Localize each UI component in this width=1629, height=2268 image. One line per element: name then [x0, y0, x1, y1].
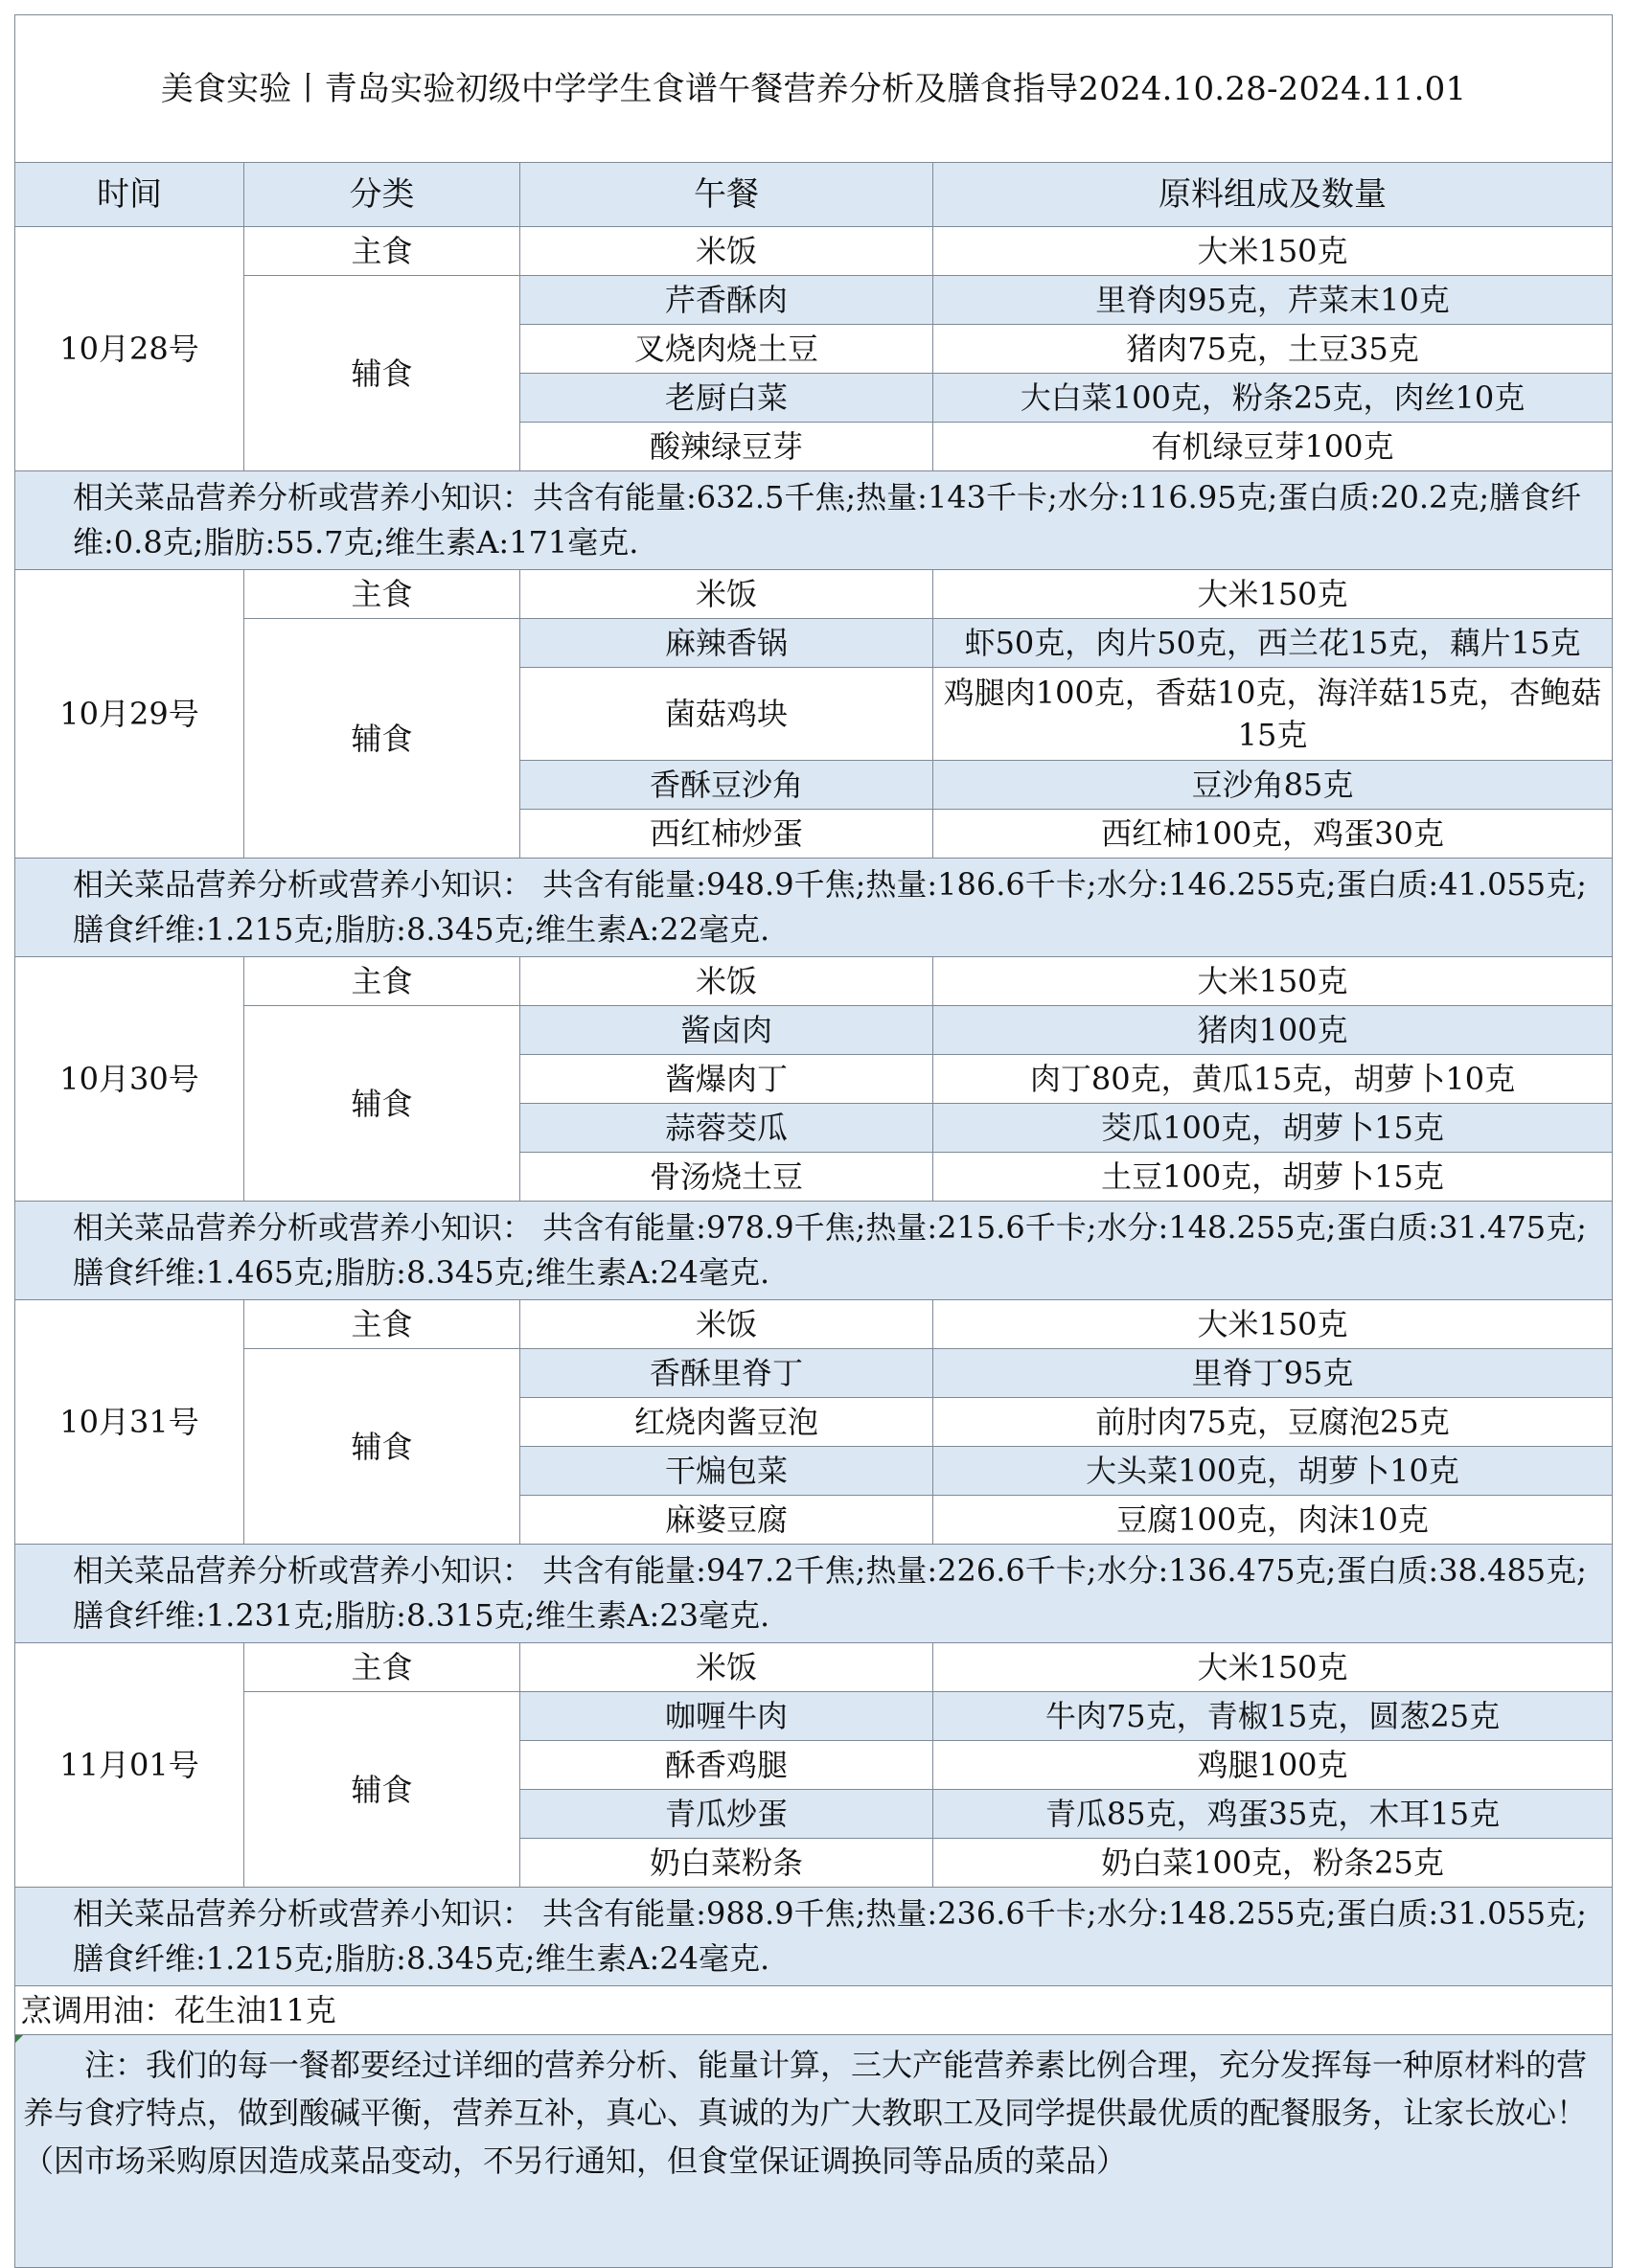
side-ingredients: 青瓜85克，鸡蛋35克，木耳15克 [933, 1790, 1613, 1839]
side-ingredients: 西红柿100克，鸡蛋30克 [933, 810, 1613, 859]
side-dish: 酥香鸡腿 [520, 1741, 933, 1790]
side-ingredients: 里脊丁95克 [933, 1349, 1613, 1398]
side-dish: 奶白菜粉条 [520, 1839, 933, 1888]
side-dish: 青瓜炒蛋 [520, 1790, 933, 1839]
side-ingredients: 猪肉75克，土豆35克 [933, 325, 1613, 374]
header-time: 时间 [15, 163, 244, 227]
side-ingredients: 肉丁80克，黄瓜15克，胡萝卜10克 [933, 1055, 1613, 1104]
staple-row [15, 570, 1613, 619]
side-category: 辅食 [244, 619, 520, 859]
side-dish-row [15, 619, 1613, 668]
cooking-oil-note: 烹调用油：花生油11克 [15, 1986, 1613, 2035]
side-category: 辅食 [244, 1006, 520, 1202]
day-date: 10月29号 [15, 570, 244, 859]
remark-text: 注：我们的每一餐都要经过详细的营养分析、能量计算，三大产能营养素比例合理，充分发挥每一种原材料的营养与食疗特点，做到酸碱平衡，营养互补，真心、真诚的为广大教职工及同学提供最优质的配餐服务，让家长放心！（因市场采购原因造成菜品变动，不另行通知，但食堂保证调换同等品质的菜品） [23, 2047, 1588, 2179]
nutrition-row [15, 1545, 1613, 1643]
side-ingredients: 奶白菜100克，粉条25克 [933, 1839, 1613, 1888]
side-dish: 菌菇鸡块 [520, 668, 933, 761]
side-dish-row [15, 276, 1613, 325]
side-dish: 红烧肉酱豆泡 [520, 1398, 933, 1447]
side-ingredients: 前肘肉75克，豆腐泡25克 [933, 1398, 1613, 1447]
staple-category: 主食 [244, 957, 520, 1006]
side-dish: 老厨白菜 [520, 374, 933, 423]
side-ingredients: 有机绿豆芽100克 [933, 423, 1613, 471]
menu-table [14, 14, 1613, 2268]
side-ingredients: 牛肉75克，青椒15克，圆葱25克 [933, 1692, 1613, 1741]
staple-dish: 米饭 [520, 227, 933, 276]
side-dish: 麻辣香锅 [520, 619, 933, 668]
nutrition-row [15, 859, 1613, 957]
staple-row [15, 1643, 1613, 1692]
side-dish-row [15, 1692, 1613, 1741]
staple-row [15, 957, 1613, 1006]
header-ingredients: 原料组成及数量 [933, 163, 1613, 227]
side-dish: 香酥里脊丁 [520, 1349, 933, 1398]
staple-row [15, 227, 1613, 276]
side-dish-row [15, 1006, 1613, 1055]
side-dish: 芹香酥肉 [520, 276, 933, 325]
nutrition-note: 相关菜品营养分析或营养小知识： 共含有能量:947.2千焦;热量:226.6千卡;水分:136.475克;蛋白质:38.485克;膳食纤维:1.231克;脂肪:8.315克;维生素A:23毫克. [15, 1545, 1613, 1643]
nutrition-note: 相关菜品营养分析或营养小知识： 共含有能量:988.9千焦;热量:236.6千卡;水分:148.255克;蛋白质:31.055克;膳食纤维:1.215克;脂肪:8.345克;维生素A:24毫克. [15, 1888, 1613, 1986]
staple-category: 主食 [244, 1643, 520, 1692]
side-category: 辅食 [244, 276, 520, 471]
nutrition-note: 相关菜品营养分析或营养小知识：共含有能量:632.5千焦;热量:143千卡;水分:116.95克;蛋白质:20.2克;膳食纤维:0.8克;脂肪:55.7克;维生素A:171毫克. [15, 471, 1613, 570]
side-dish: 蒜蓉茭瓜 [520, 1104, 933, 1153]
day-date: 10月31号 [15, 1300, 244, 1545]
side-dish: 骨汤烧土豆 [520, 1153, 933, 1202]
cooking-oil-row [15, 1986, 1613, 2035]
page-title: 美食实验丨青岛实验初级中学学生食谱午餐营养分析及膳食指导2024.10.28-2024.11.01 [15, 15, 1613, 163]
nutrition-row [15, 1202, 1613, 1300]
header-category: 分类 [244, 163, 520, 227]
staple-ingredients: 大米150克 [933, 570, 1613, 619]
side-dish: 西红柿炒蛋 [520, 810, 933, 859]
side-ingredients: 豆腐100克，肉沫10克 [933, 1496, 1613, 1545]
staple-dish: 米饭 [520, 1643, 933, 1692]
corner-marker-icon [15, 2035, 23, 2043]
staple-dish: 米饭 [520, 957, 933, 1006]
menu-sheet [14, 14, 1612, 2268]
side-ingredients: 猪肉100克 [933, 1006, 1613, 1055]
side-ingredients: 鸡腿100克 [933, 1741, 1613, 1790]
side-ingredients: 鸡腿肉100克，香菇10克，海洋菇15克，杏鲍菇15克 [933, 668, 1613, 761]
side-ingredients: 茭瓜100克，胡萝卜15克 [933, 1104, 1613, 1153]
staple-row [15, 1300, 1613, 1349]
side-ingredients: 虾50克，肉片50克，西兰花15克，藕片15克 [933, 619, 1613, 668]
side-dish: 干煸包菜 [520, 1447, 933, 1496]
nutrition-note: 相关菜品营养分析或营养小知识： 共含有能量:948.9千焦;热量:186.6千卡;水分:146.255克;蛋白质:41.055克;膳食纤维:1.215克;脂肪:8.345克;维生素A:22毫克. [15, 859, 1613, 957]
side-dish: 酸辣绿豆芽 [520, 423, 933, 471]
side-dish: 麻婆豆腐 [520, 1496, 933, 1545]
side-ingredients: 大白菜100克，粉条25克，肉丝10克 [933, 374, 1613, 423]
staple-dish: 米饭 [520, 570, 933, 619]
side-dish: 香酥豆沙角 [520, 761, 933, 810]
staple-ingredients: 大米150克 [933, 227, 1613, 276]
side-category: 辅食 [244, 1692, 520, 1888]
side-category: 辅食 [244, 1349, 520, 1545]
day-date: 10月28号 [15, 227, 244, 471]
staple-category: 主食 [244, 1300, 520, 1349]
staple-dish: 米饭 [520, 1300, 933, 1349]
staple-ingredients: 大米150克 [933, 1643, 1613, 1692]
side-ingredients: 大头菜100克，胡萝卜10克 [933, 1447, 1613, 1496]
remark-note [15, 2035, 1613, 2268]
side-dish: 酱卤肉 [520, 1006, 933, 1055]
staple-category: 主食 [244, 227, 520, 276]
side-ingredients: 里脊肉95克，芹菜末10克 [933, 276, 1613, 325]
side-ingredients: 土豆100克，胡萝卜15克 [933, 1153, 1613, 1202]
day-date: 10月30号 [15, 957, 244, 1202]
side-dish: 叉烧肉烧土豆 [520, 325, 933, 374]
staple-ingredients: 大米150克 [933, 1300, 1613, 1349]
side-ingredients: 豆沙角85克 [933, 761, 1613, 810]
header-lunch: 午餐 [520, 163, 933, 227]
side-dish: 酱爆肉丁 [520, 1055, 933, 1104]
nutrition-note: 相关菜品营养分析或营养小知识： 共含有能量:978.9千焦;热量:215.6千卡;水分:148.255克;蛋白质:31.475克;膳食纤维:1.465克;脂肪:8.345克;维生素A:24毫克. [15, 1202, 1613, 1300]
side-dish-row [15, 1349, 1613, 1398]
day-date: 11月01号 [15, 1643, 244, 1888]
side-dish: 咖喱牛肉 [520, 1692, 933, 1741]
remark-row [15, 2035, 1613, 2268]
nutrition-row [15, 471, 1613, 570]
nutrition-row [15, 1888, 1613, 1986]
staple-ingredients: 大米150克 [933, 957, 1613, 1006]
staple-category: 主食 [244, 570, 520, 619]
